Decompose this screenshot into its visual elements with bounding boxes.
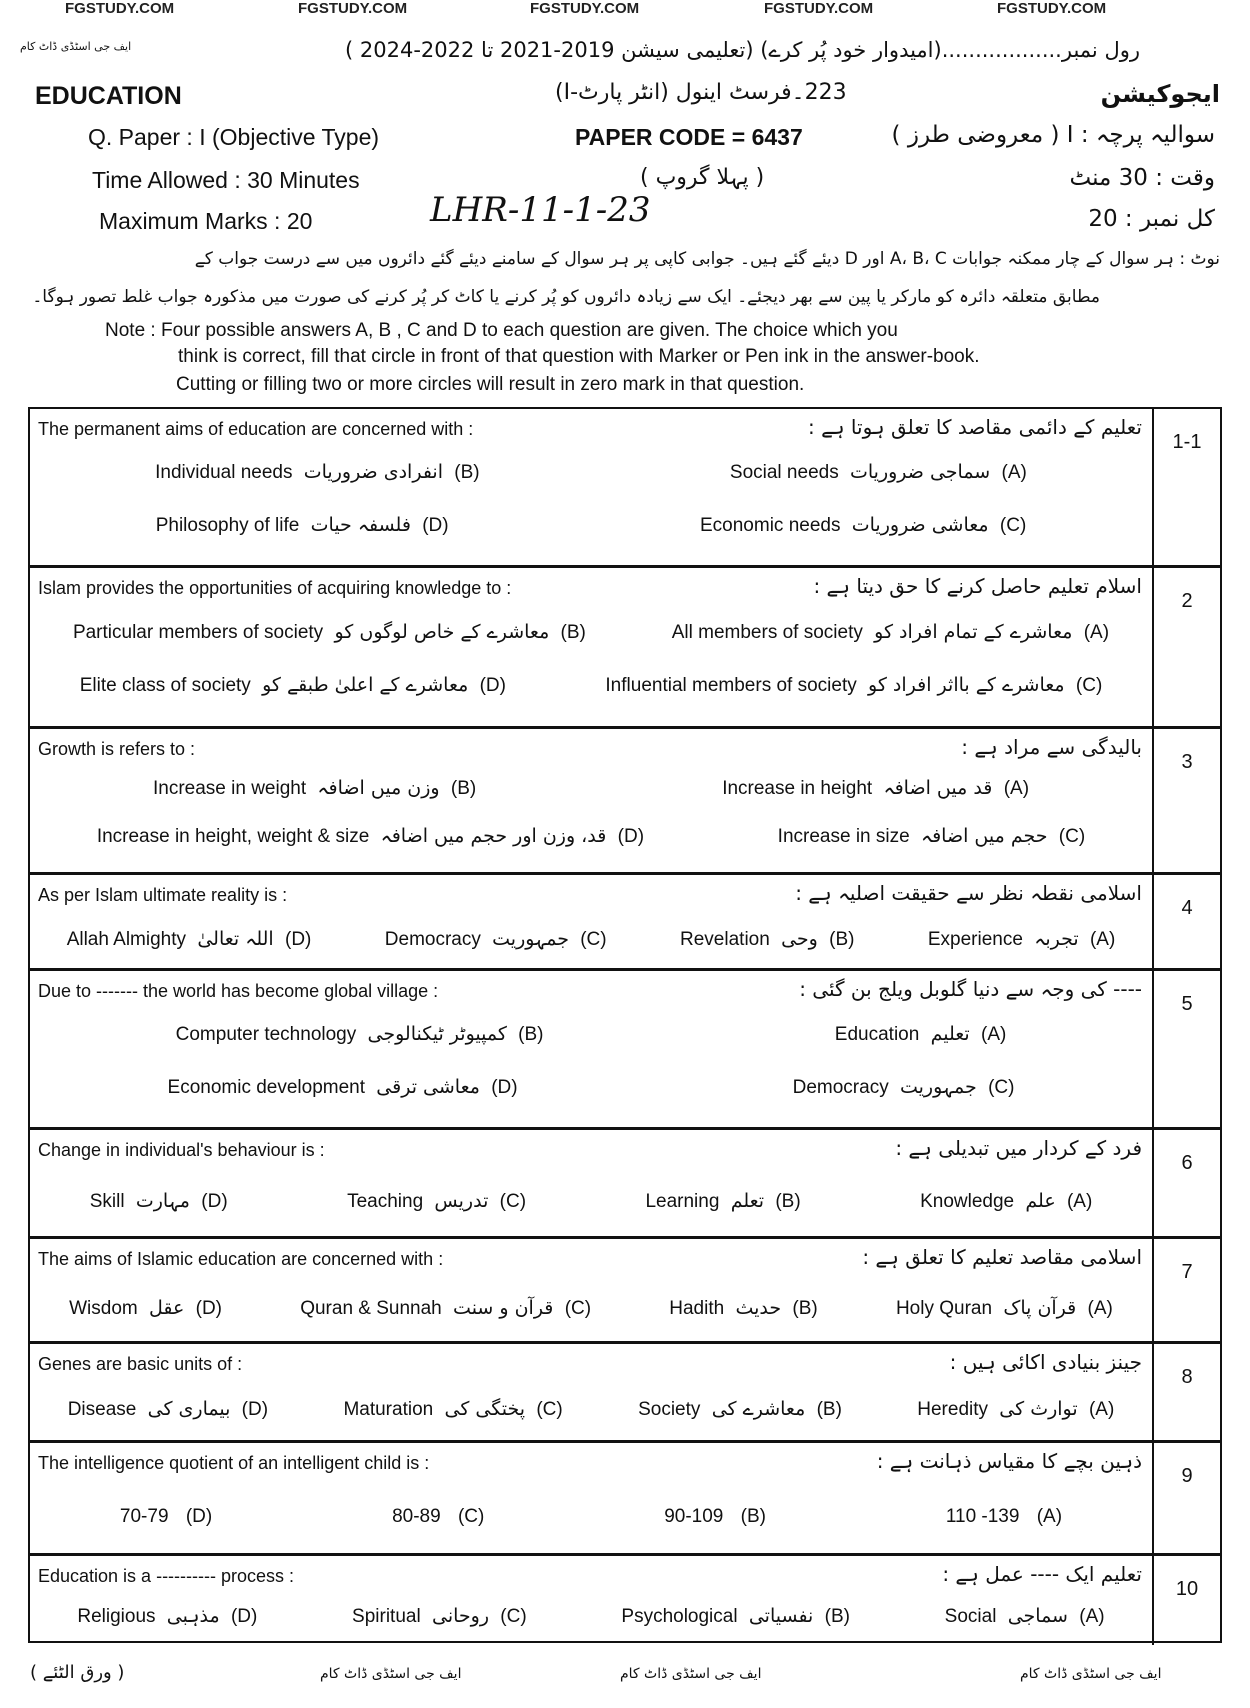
option-urdu: معاشرے کے خاص لوگوں کو	[334, 621, 550, 643]
roll-number-session: رول نمبر..................(امیدوار خود پُر کرے) (تعلیمی سیشن 2019-2021 تا 2022-2024 )	[345, 38, 1140, 62]
option-b[interactable]	[635, 1398, 845, 1421]
option-b[interactable]	[618, 1605, 853, 1628]
questions-table	[28, 407, 1222, 1643]
option-letter: (D)	[195, 1298, 223, 1319]
watermark: FGSTUDY.COM	[530, 0, 640, 17]
option-letter: (A)	[1036, 1506, 1063, 1527]
option-urdu: فلسفہ حیات	[310, 514, 411, 536]
option-d[interactable]	[64, 928, 315, 951]
subject-english: EDUCATION	[35, 82, 182, 110]
option-english: Religious	[77, 1606, 156, 1627]
option-english: Democracy	[384, 929, 481, 950]
option-english: Learning	[645, 1191, 720, 1212]
option-urdu: توارث کی	[999, 1398, 1078, 1420]
option-a[interactable]	[727, 461, 1030, 484]
question-text-urdu: تعلیم ایک ---- عمل ہے :	[942, 1562, 1142, 1586]
question-text-urdu: بالیدگی سے مراد ہے :	[961, 735, 1142, 759]
option-d[interactable]	[66, 1297, 225, 1320]
option-letter: (A)	[1001, 462, 1027, 483]
option-urdu: اللہ تعالیٰ	[197, 928, 274, 950]
watermark: FGSTUDY.COM	[764, 0, 874, 17]
question-paper-type: Q. Paper : I (Objective Type)	[88, 124, 380, 150]
option-letter: (D)	[241, 1399, 269, 1420]
option-urdu: عقل	[149, 1297, 185, 1319]
question-text-english: Change in individual's behaviour is :	[38, 1140, 325, 1160]
option-letter: (B)	[740, 1506, 766, 1527]
option-urdu: انفرادی ضروریات	[303, 461, 443, 483]
question-text-english: Genes are basic units of :	[38, 1354, 243, 1374]
option-letter: (A)	[981, 1024, 1007, 1045]
watermark: FGSTUDY.COM	[65, 0, 175, 17]
option-letter: (C)	[499, 1191, 527, 1212]
option-english: Increase in size	[777, 826, 910, 847]
option-letter: (C)	[999, 515, 1027, 536]
option-a[interactable]	[719, 777, 1032, 800]
option-english: Knowledge	[920, 1191, 1015, 1212]
question-number: 8	[1152, 1344, 1220, 1440]
footer-site: ایف جی اسٹڈی ڈاٹ کام	[1020, 1666, 1162, 1682]
question-text-urdu: اسلامی نقطہ نظر سے حقیقت اصلیہ ہے :	[795, 881, 1142, 905]
option-urdu: قد، وزن اور حجم میں اضافہ	[380, 825, 607, 847]
option-letter: (D)	[201, 1191, 228, 1212]
option-urdu: معاشرے کی	[711, 1398, 806, 1420]
option-letter: (D)	[285, 929, 312, 950]
option-letter: (B)	[775, 1191, 801, 1212]
option-urdu: مذہبی	[166, 1605, 220, 1627]
group-urdu: ( پہلا گروپ )	[640, 165, 765, 190]
footer-site: ایف جی اسٹڈی ڈاٹ کام	[620, 1666, 762, 1682]
option-urdu: سماجی	[1007, 1605, 1068, 1627]
question-text-urdu: تعلیم کے دائمی مقاصد کا تعلق ہوتا ہے :	[808, 415, 1142, 439]
option-d[interactable]	[77, 674, 509, 697]
option-letter: (D)	[230, 1606, 258, 1627]
option-english: Psychological	[621, 1606, 738, 1627]
maximum-marks-urdu: کل نمبر : 20	[1088, 206, 1215, 232]
option-english: 70-79	[119, 1506, 169, 1527]
option-letter: (D)	[479, 675, 506, 696]
option-c[interactable]	[389, 1505, 487, 1528]
option-b[interactable]	[677, 928, 857, 951]
option-english: Maturation	[343, 1399, 434, 1420]
note-english-line-1: Note : Four possible answers A, B , C and D to each question are given. The choice which you	[105, 320, 898, 341]
question-text-english: As per Islam ultimate reality is :	[38, 885, 288, 905]
question-number: 9	[1152, 1443, 1220, 1553]
option-english: 90-109	[664, 1506, 724, 1527]
option-english: Skill	[89, 1191, 125, 1212]
option-english: Heredity	[917, 1399, 989, 1420]
question-row	[30, 971, 1220, 1130]
option-a[interactable]	[893, 1297, 1116, 1320]
option-d[interactable]	[165, 1076, 521, 1099]
note-english-line-2: think is correct, fill that circle in front of that question with Marker or Pen ink in the answer-book.	[178, 346, 980, 367]
option-d[interactable]	[117, 1505, 215, 1528]
option-english: Social	[944, 1606, 997, 1627]
question-row	[30, 1556, 1220, 1645]
option-urdu: جمہوریت	[899, 1076, 977, 1098]
option-letter: (A)	[1087, 1298, 1113, 1319]
option-a[interactable]	[942, 1605, 1108, 1628]
handwritten-code: LHR-11-1-23	[430, 190, 651, 230]
option-letter: (A)	[1066, 1191, 1093, 1212]
option-urdu: حدیث	[735, 1297, 782, 1319]
question-text-english: The permanent aims of education are concerned with :	[38, 419, 474, 439]
option-urdu: روحانی	[431, 1605, 489, 1627]
question-number: 3	[1152, 729, 1220, 872]
question-text-english: The intelligence quotient of an intelligent child is :	[38, 1453, 430, 1473]
option-english: Teaching	[347, 1191, 424, 1212]
option-english: Wisdom	[69, 1298, 138, 1319]
option-c[interactable]	[297, 1297, 594, 1320]
option-letter: (B)	[824, 1606, 850, 1627]
option-english: Increase in height	[722, 778, 873, 799]
option-english: Social needs	[729, 462, 839, 483]
option-letter: (B)	[454, 462, 480, 483]
question-row	[30, 1443, 1220, 1556]
option-d[interactable]	[94, 825, 647, 848]
question-number: 1-1	[1152, 409, 1220, 565]
option-urdu: مہارت	[135, 1190, 190, 1212]
option-english: Influential members of society	[605, 675, 857, 696]
question-text-urdu: فرد کے کردار میں تبدیلی ہے :	[895, 1136, 1142, 1160]
question-text-urdu: اسلام تعلیم حاصل کرنے کا حق دیتا ہے :	[813, 574, 1142, 598]
option-letter: (B)	[829, 929, 855, 950]
option-english: Quran & Sunnah	[300, 1298, 442, 1319]
option-english: Disease	[67, 1399, 137, 1420]
question-number: 5	[1152, 971, 1220, 1127]
option-b[interactable]	[152, 461, 482, 484]
question-row	[30, 568, 1220, 729]
option-english: Particular members of society	[72, 622, 324, 643]
option-english: Economic needs	[700, 515, 841, 536]
option-urdu: وزن میں اضافہ	[317, 777, 440, 799]
option-english: Elite class of society	[79, 675, 251, 696]
option-a[interactable]	[832, 1023, 1010, 1046]
option-a[interactable]	[917, 1190, 1095, 1213]
question-text-english: Islam provides the opportunities of acquiring knowledge to :	[38, 578, 512, 598]
question-number: 6	[1152, 1130, 1220, 1236]
option-letter: (C)	[1058, 826, 1086, 847]
question-text-urdu: جینز بنیادی اکائی ہیں :	[949, 1350, 1142, 1374]
option-letter: (C)	[564, 1298, 592, 1319]
option-b[interactable]	[642, 1190, 803, 1213]
question-text-english: Education is a ---------- process :	[38, 1566, 295, 1586]
option-letter: (C)	[457, 1506, 485, 1527]
option-letter: (A)	[1083, 622, 1110, 643]
question-number: 2	[1152, 568, 1220, 726]
option-english: Revelation	[680, 929, 770, 950]
option-d[interactable]	[65, 1398, 271, 1421]
option-letter: (B)	[816, 1399, 842, 1420]
option-c[interactable]	[602, 674, 1105, 697]
option-english: Computer technology	[175, 1024, 357, 1045]
option-d[interactable]	[74, 1605, 260, 1628]
question-number: 10	[1152, 1556, 1220, 1645]
option-a[interactable]	[914, 1398, 1117, 1421]
option-a[interactable]	[669, 621, 1112, 644]
question-number: 4	[1152, 875, 1220, 968]
option-english: Increase in weight	[152, 778, 307, 799]
option-english: Democracy	[792, 1077, 889, 1098]
option-english: Hadith	[669, 1298, 725, 1319]
option-c[interactable]	[790, 1076, 1018, 1099]
option-english: 110 -139	[945, 1506, 1020, 1527]
option-letter: (C)	[580, 929, 607, 950]
option-urdu: معاشرے کے تمام افراد کو	[874, 621, 1073, 643]
subject-urdu: ایجوکیشن	[1100, 80, 1220, 108]
option-english: 80-89	[392, 1506, 441, 1527]
option-a[interactable]	[925, 928, 1118, 951]
maximum-marks: Maximum Marks : 20	[99, 208, 313, 234]
question-text-english: Due to ------- the world has become global village :	[38, 981, 439, 1001]
option-c[interactable]	[340, 1398, 565, 1421]
option-urdu: قد میں اضافہ	[883, 777, 993, 799]
option-urdu: سماجی ضروریات	[849, 461, 991, 483]
option-urdu: علم	[1025, 1190, 1056, 1212]
option-d[interactable]	[87, 1190, 231, 1213]
note-english-line-3: Cutting or filling two or more circles will result in zero mark in that question.	[176, 374, 805, 395]
question-text-urdu: اسلامی مقاصد تعلیم کا تعلق ہے :	[862, 1245, 1142, 1269]
option-c[interactable]	[344, 1190, 529, 1213]
question-row	[30, 409, 1220, 568]
time-allowed: Time Allowed : 30 Minutes	[92, 167, 360, 193]
note-urdu-line-1: نوٹ : ہر سوال کے چار ممکنہ جوابات A، B، C اور D دیئے گئے ہیں۔ جوابی کاپی پر ہر سوال کے سامنے دیئے گئے دائروں میں سے درست جواب کے	[194, 249, 1220, 269]
watermark: FGSTUDY.COM	[298, 0, 408, 17]
question-paper-type-urdu: سوالیہ پرچہ : I ( معروضی طرز )	[891, 122, 1215, 148]
option-d[interactable]	[153, 514, 452, 537]
option-english: Increase in height, weight & size	[96, 826, 370, 847]
question-number: 7	[1152, 1239, 1220, 1341]
option-b[interactable]	[666, 1297, 820, 1320]
option-urdu: تجربہ	[1034, 928, 1079, 950]
option-letter: (D)	[491, 1077, 518, 1098]
time-allowed-urdu: وقت : 30 منٹ	[1069, 165, 1215, 191]
option-urdu: کمپیوٹر ٹیکنالوجی	[367, 1023, 507, 1045]
option-english: All members of society	[671, 622, 863, 643]
option-letter: (B)	[560, 622, 586, 643]
question-row	[30, 1344, 1220, 1443]
option-english: Allah Almighty	[66, 929, 187, 950]
option-letter: (B)	[518, 1024, 544, 1045]
option-urdu: قرآن و سنت	[453, 1297, 554, 1319]
option-letter: (B)	[792, 1298, 818, 1319]
option-c[interactable]	[775, 825, 1089, 848]
question-row	[30, 1239, 1220, 1344]
option-urdu: معاشی ضروریات	[851, 514, 989, 536]
option-letter: (A)	[1088, 1399, 1115, 1420]
question-row	[30, 875, 1220, 971]
option-english: Individual needs	[155, 462, 293, 483]
option-urdu: قرآن پاک	[1003, 1297, 1077, 1319]
turn-over-text: ( ورق الٹئے )	[30, 1662, 125, 1683]
option-urdu: وحی	[781, 928, 818, 950]
option-urdu: معاشرے کے اعلیٰ طبقے کو	[262, 674, 469, 696]
option-urdu: حجم میں اضافہ	[920, 825, 1048, 847]
question-text-english: Growth is refers to :	[38, 739, 196, 759]
option-letter: (D)	[422, 515, 449, 536]
note-urdu-line-2: مطابق متعلقہ دائرہ کو مارکر یا پین سے بھر دیجئے۔ ایک سے زیادہ دائروں کو پُر کرنے یا کاٹ کر پُر کرنے کی صورت میں مذکورہ جواب غلط تصور ہوگا۔	[32, 287, 1100, 307]
question-row	[30, 729, 1220, 875]
option-urdu: پختگی کی	[444, 1398, 526, 1420]
option-c[interactable]	[697, 514, 1029, 537]
option-b[interactable]	[173, 1023, 547, 1046]
option-letter: (D)	[617, 826, 645, 847]
paper-code: PAPER CODE = 6437	[575, 124, 803, 150]
option-english: Economic development	[167, 1077, 366, 1098]
option-c[interactable]	[349, 1605, 530, 1628]
question-text-english: The aims of Islamic education are concerned with :	[38, 1249, 444, 1269]
option-english: Society	[638, 1399, 701, 1420]
option-english: Philosophy of life	[155, 515, 300, 536]
option-letter: (A)	[1003, 778, 1030, 799]
option-urdu: تعلیم	[930, 1023, 970, 1045]
option-b[interactable]	[661, 1505, 769, 1528]
option-b[interactable]	[70, 621, 589, 644]
option-letter: (A)	[1079, 1606, 1105, 1627]
option-b[interactable]	[150, 777, 479, 800]
option-urdu: تدریس	[434, 1190, 489, 1212]
option-english: Holy Quran	[895, 1298, 993, 1319]
option-urdu: نفسیاتی	[748, 1605, 814, 1627]
option-english: Education	[834, 1024, 920, 1045]
option-english: Experience	[927, 929, 1023, 950]
option-urdu: تعلم	[730, 1190, 765, 1212]
option-letter: (A)	[1089, 929, 1116, 950]
option-c[interactable]	[382, 928, 610, 951]
option-letter: (C)	[500, 1606, 527, 1627]
question-text-urdu: ---- کی وجہ سے دنیا گلوبل ویلج بن گئی :	[799, 977, 1142, 1001]
paper-title-urdu: 223۔فرسٹ اینول (انٹر پارٹ-I)	[555, 80, 847, 105]
watermark: FGSTUDY.COM	[997, 0, 1107, 17]
option-letter: (C)	[988, 1077, 1015, 1098]
question-text-urdu: ذہین بچے کا مقیاس ذہانت ہے :	[876, 1449, 1142, 1473]
option-letter: (D)	[185, 1506, 213, 1527]
option-letter: (C)	[536, 1399, 563, 1420]
option-urdu: معاشرے کے بااثر افراد کو	[868, 674, 1065, 696]
option-urdu: معاشی ترقی	[376, 1076, 480, 1098]
option-a[interactable]	[943, 1505, 1065, 1528]
option-letter: (B)	[450, 778, 477, 799]
footer-site: ایف جی اسٹڈی ڈاٹ کام	[320, 1666, 462, 1682]
question-row	[30, 1130, 1220, 1239]
option-letter: (C)	[1075, 675, 1103, 696]
site-name-urdu: ایف جی اسٹڈی ڈاٹ کام	[20, 40, 132, 53]
option-urdu: جمہوریت	[492, 928, 569, 950]
option-urdu: بیماری کی	[147, 1398, 231, 1420]
option-english: Spiritual	[352, 1606, 421, 1627]
